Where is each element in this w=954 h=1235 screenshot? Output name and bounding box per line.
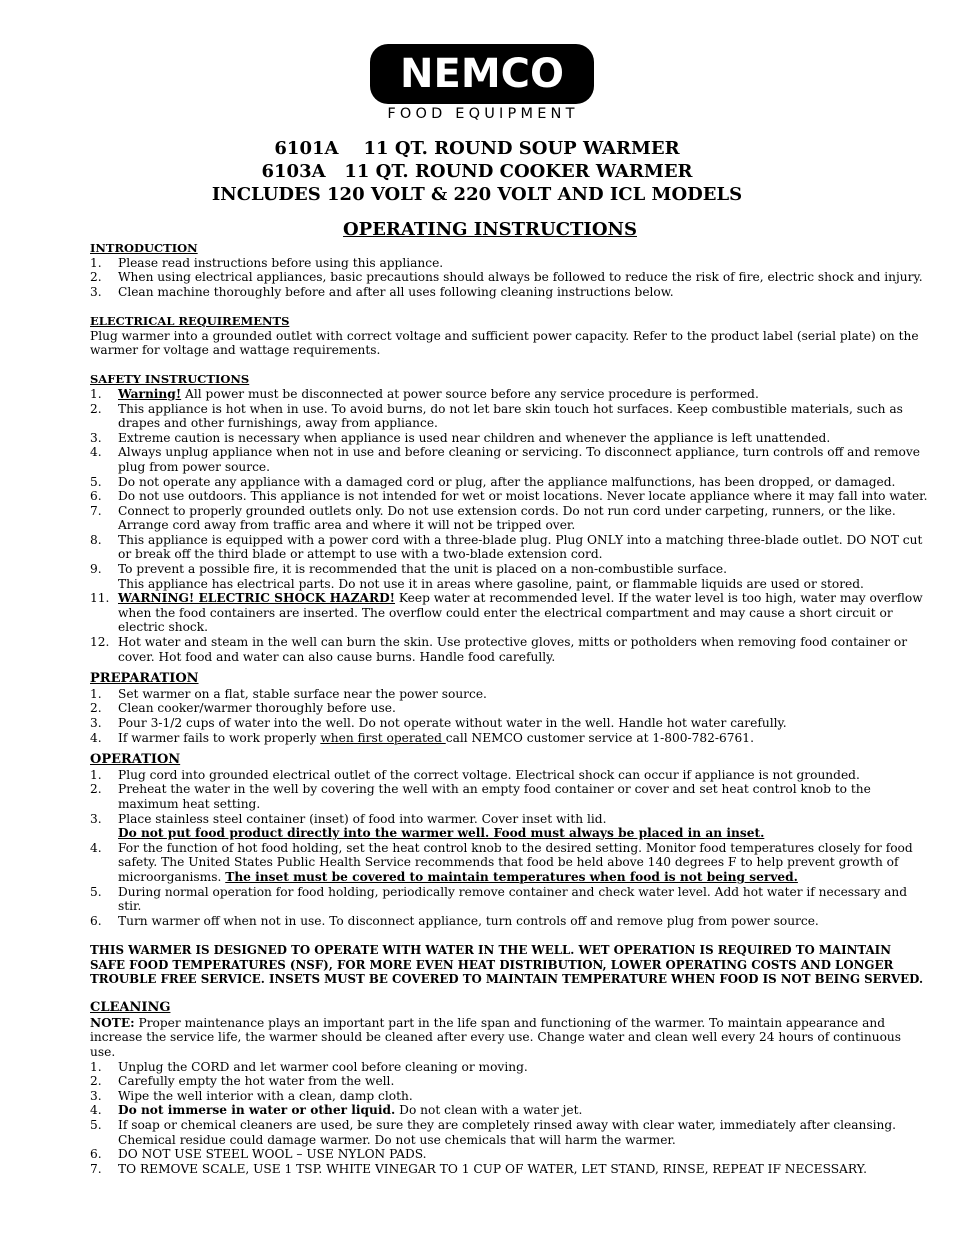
nemco-logo xyxy=(370,44,596,122)
list-item: 9. To prevent a possible fire, it is recommended that the unit is placed on a non-combustible surface. This appliance has electrical parts. Do not use it in areas where gasoline, paint, or flammable liquids are used or stored. xyxy=(90,562,864,591)
list-item: 4. If warmer fails to work properly when first operated call NEMCO customer service at 1-800-782-6761. xyxy=(90,730,754,745)
title-line-2: 6103A 11 QT. ROUND COOKER WARMER xyxy=(261,161,693,182)
list-item: 5. Do not operate any appliance with a damaged cord or plug, after the appliance malfunctions, has been dropped, or damaged. xyxy=(90,474,896,489)
list-item: 3. Extreme caution is necessary when appliance is used near children and whenever the appliance is left unattended. xyxy=(90,430,831,445)
title-line-1: 6101A 11 QT. ROUND SOUP WARMER xyxy=(274,138,680,159)
list-item: 1. Please read instructions before using this appliance. xyxy=(90,255,444,270)
list-item: 3. Pour 3-1/2 cups of water into the well. Do not operate without water in the well. Handle hot water carefully. xyxy=(90,716,787,730)
list-item: 7. Connect to properly grounded outlets only. Do not use extension cords. Do not run cord under carpeting, runners, or the like. Arrange cord away from traffic area and where it will not be tripped over. xyxy=(90,503,896,533)
list-item: 4. Always unplug appliance when not in use and before cleaning or servicing. To disconnect appliance, turn controls off and remove plug from power source. xyxy=(90,445,920,474)
list-item: 5. If soap or chemical cleaners are used, be sure they are completely rinsed away with clear water, immediately after cleansing. Chemical residue could damage warmer. Do not use chemicals that will harm the warmer. xyxy=(90,1118,897,1147)
list-item: 7. TO REMOVE SCALE, USE 1 TSP. WHITE VINEGAR TO 1 CUP OF WATER, LET STAND, RINSE, REPEAT IF NECESSARY. xyxy=(90,1161,868,1176)
logo-subtitle: FOOD EQUIPMENT xyxy=(387,106,579,122)
section-heading-safety: SAFETY INSTRUCTIONS xyxy=(90,372,250,387)
cleaning-note: NOTE: Proper maintenance plays an important part in the life span and functioning of the warmer. To maintain appearance and increase the service life, the warmer should be cleaned after every use. Change water and clean well every 24 hours of continuous use. xyxy=(90,1015,902,1060)
operation-list xyxy=(90,768,930,929)
logo-wordmark: NEMCO xyxy=(370,44,594,104)
list-item: 4. For the function of hot food holding, set the heat control knob to the desired setting. Monitor food temperatures closely for food safety. The United States Public Health Service recommends that food be held above 140 degrees F to help prevent growth of microorganisms. The inset must be covered to maintain temperatures when food is not being served. xyxy=(90,840,913,884)
list-item: 1. Set warmer on a flat, stable surface near the power source. xyxy=(90,686,487,701)
cleaning-list xyxy=(90,1060,930,1177)
list-item: 2. Carefully empty the hot water from the well. xyxy=(90,1074,395,1089)
list-item: 6. Do not use outdoors. This appliance is not intended for wet or moist locations. Never locate appliance where it may fall into water. xyxy=(90,489,928,504)
introduction-list xyxy=(90,256,930,300)
list-item: 3. Place stainless steel container (inset) of food into warmer. Cover inset with lid. Do not put food product directly into the warmer well. Food must always be placed in an inset. xyxy=(90,811,765,841)
list-item: 2. Preheat the water in the well by covering the well with an empty food container or cover and set heat control knob to the maximum heat setting. xyxy=(90,782,871,811)
instructions-body xyxy=(90,241,930,1176)
main-heading: OPERATING INSTRUCTIONS xyxy=(343,219,637,240)
list-item: 1. Warning! All power must be disconnected at power source before any service procedure is performed. xyxy=(90,386,759,401)
safety-list xyxy=(90,387,930,664)
list-item: 3. Wipe the well interior with a clean, damp cloth. xyxy=(90,1088,413,1103)
list-item: 1. Unplug the CORD and let warmer cool before cleaning or moving. xyxy=(90,1059,528,1074)
product-titles xyxy=(0,137,954,206)
section-heading-introduction: INTRODUCTION xyxy=(90,241,198,255)
list-item: 6. DO NOT USE STEEL WOOL – USE NYLON PADS. xyxy=(90,1147,427,1162)
section-heading-preparation: PREPARATION xyxy=(90,671,199,687)
list-item: 8. This appliance is equipped with a power cord with a three-blade plug. Plug ONLY into a matching three-blade outlet. DO NOT cut or break off the third blade or attempt to use with a two-blade extension cord. xyxy=(90,532,923,562)
electrical-text: Plug warmer into a grounded outlet with correct voltage and sufficient power capacity. Refer to the product label (serial plate) on the warmer for voltage and wattage requirements. xyxy=(90,328,919,358)
list-item: 2. When using electrical appliances, basic precautions should always be followed to reduce the risk of fire, electric shock and injury. xyxy=(90,270,923,285)
list-item: 4. Do not immerse in water or other liquid. Do not clean with a water jet. xyxy=(90,1103,583,1118)
list-item: 11. WARNING! ELECTRIC SHOCK HAZARD! Keep water at recommended level. If the water level is too high, water may overflow when the food containers are inserted. The overflow could enter the electrical compartment and may cause a short circuit or electric shock. xyxy=(90,591,923,635)
section-heading-cleaning: CLEANING xyxy=(90,1000,171,1016)
list-item: 5. During normal operation for food holding, periodically remove container and check water level. Add hot water if necessary and stir. xyxy=(90,884,908,914)
list-item: 2. Clean cooker/warmer thoroughly before use. xyxy=(90,701,396,716)
section-heading-operation: OPERATION xyxy=(90,752,181,768)
preparation-list xyxy=(90,687,930,745)
wet-operation-notice: THIS WARMER IS DESIGNED TO OPERATE WITH WATER IN THE WELL. WET OPERATION IS REQUIRED TO MAINTAIN SAFE FOOD TEMPERATURES (NSF), FOR MORE EVEN HEAT DISTRIBUTION, LOWER OPERATING COSTS AND LONGER TROUBLE FREE SERVICE. INSETS MUST BE COVERED TO MAINTAIN TEMPERATURE WHEN FOOD IS NOT BEING SERVED. xyxy=(90,942,924,987)
list-item: 12. Hot water and steam in the well can burn the skin. Use protective gloves, mitts or potholders when removing food container or cover. Hot food and water can also cause burns. Handle food carefully. xyxy=(90,635,908,664)
list-item: 2. This appliance is hot when in use. To avoid burns, do not let bare skin touch hot surfaces. Keep combustible materials, such as drapes and other furnishings, away from appliance. xyxy=(90,401,903,431)
section-heading-electrical: ELECTRICAL REQUIREMENTS xyxy=(90,313,290,328)
list-item: 6. Turn warmer off when not in use. To disconnect appliance, turn controls off and remove plug from power source. xyxy=(90,913,819,928)
title-line-3: INCLUDES 120 VOLT & 220 VOLT AND ICL MODELS xyxy=(211,184,743,205)
list-item: 3. Clean machine thoroughly before and after all uses following cleaning instructions below. xyxy=(90,284,674,299)
list-item: 1. Plug cord into grounded electrical outlet of the correct voltage. Electrical shock can occur if appliance is not grounded. xyxy=(90,767,860,782)
